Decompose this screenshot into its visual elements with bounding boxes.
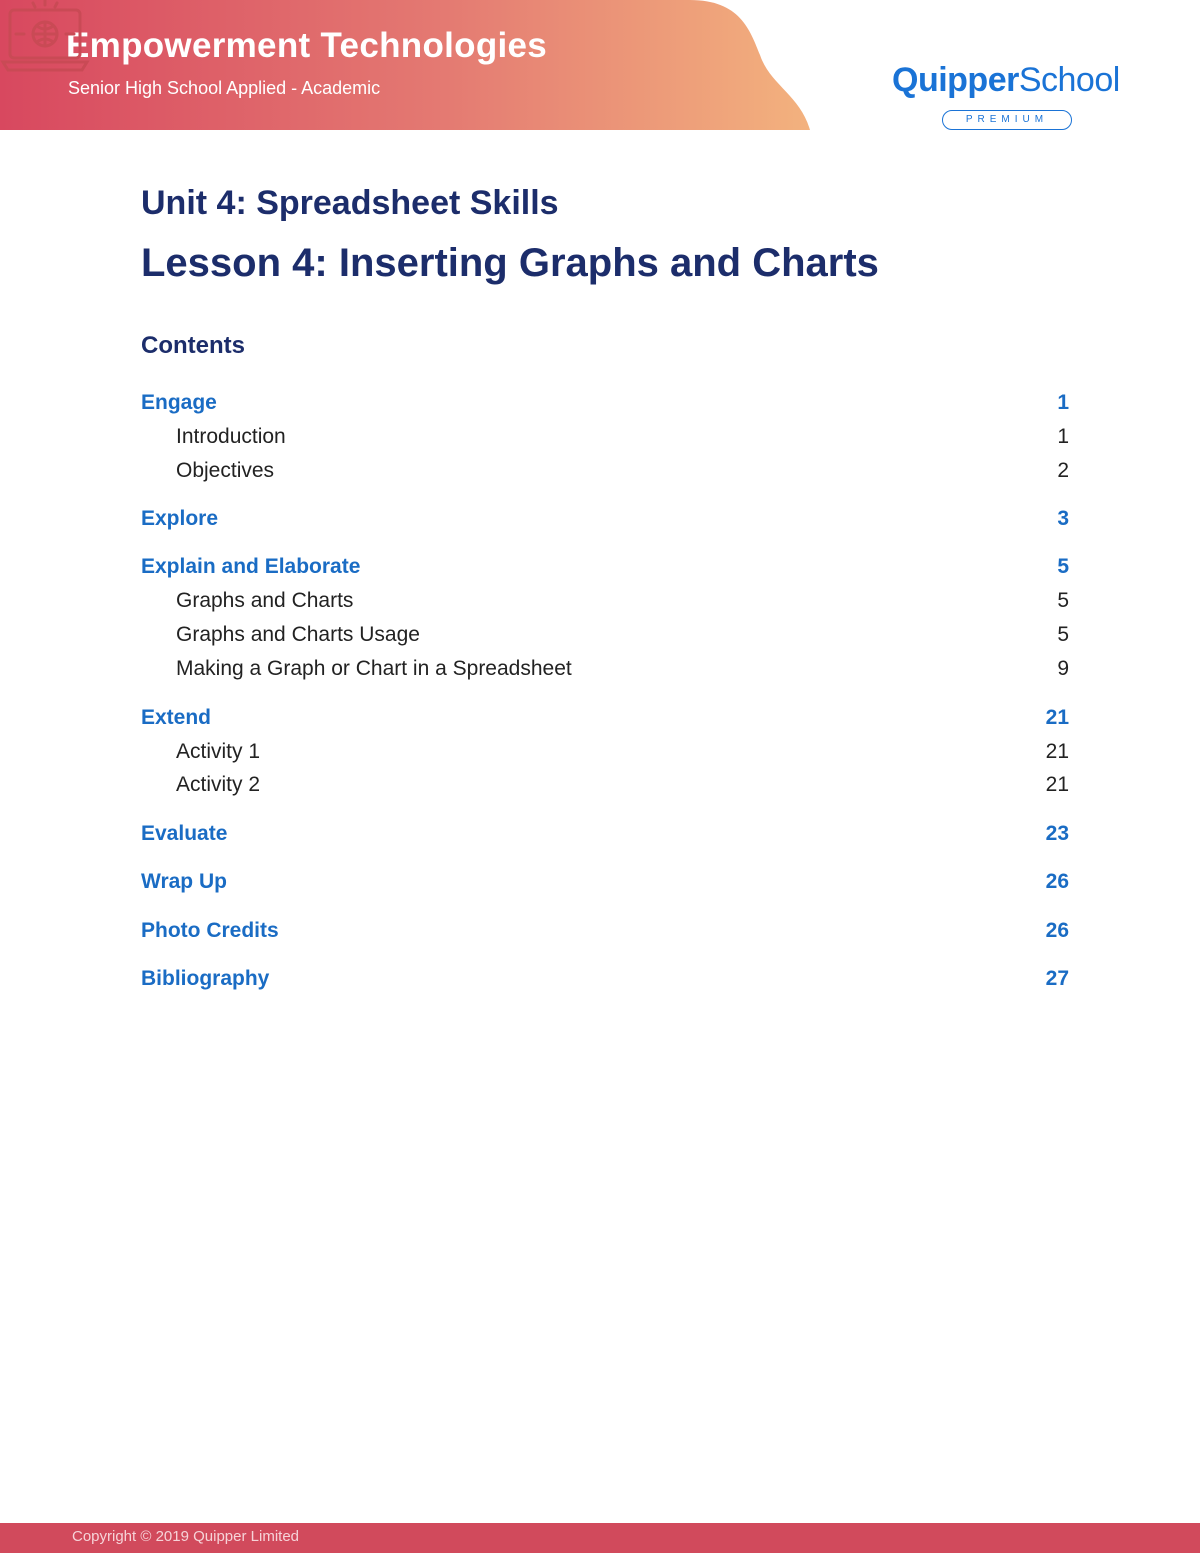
brand-wordmark [892,60,1132,100]
quipper-school-logo [892,60,1132,140]
toc-page: 26 [1045,870,1069,893]
toc-entry-graphs-and-charts-usage[interactable] [141,621,1069,649]
toc-entry-activity-2[interactable] [141,771,1069,799]
toc-entry-wrap-up[interactable] [141,868,1069,896]
toc-label: Activity 1 [176,740,261,763]
toc-entry-graphs-and-charts[interactable] [141,587,1069,615]
toc-label: Introduction [176,425,286,448]
toc-label: Graphs and Charts [176,589,354,612]
toc-entry-bibliography[interactable] [141,965,1069,993]
toc-page: 21 [1045,706,1069,729]
toc-page: 2 [1057,459,1069,482]
toc-page: 5 [1057,623,1069,646]
course-subtitle: Senior High School Applied - Academic [68,78,381,98]
toc-label: Explain and Elaborate [141,555,361,578]
toc-page: 5 [1057,555,1069,578]
toc-entry-introduction[interactable] [141,423,1069,451]
toc-label: Bibliography [141,967,270,990]
toc-entry-extend[interactable] [141,704,1069,732]
toc-label: Explore [141,507,219,530]
toc-label: Wrap Up [141,870,227,893]
course-title: Empowerment Technologies [66,26,548,65]
toc-label: Activity 2 [176,773,261,796]
toc-entry-photo-credits[interactable] [141,917,1069,945]
brand-name-school: School [1018,61,1120,99]
toc-page: 21 [1045,773,1069,796]
toc-label: Making a Graph or Chart in a Spreadsheet [176,657,572,680]
toc-page: 5 [1057,589,1069,612]
toc-page: 27 [1045,967,1069,990]
footer-bar [0,1523,1200,1553]
toc-page: 21 [1045,740,1069,763]
toc-page: 26 [1045,919,1069,942]
laptop-globe-icon [0,0,90,74]
premium-badge: PREMIUM [942,110,1072,130]
toc-page: 1 [1057,425,1069,448]
toc-entry-engage[interactable] [141,389,1069,417]
header-banner [0,0,820,130]
toc-entry-objectives[interactable] [141,457,1069,485]
unit-title: Unit 4: Spreadsheet Skills [141,184,559,222]
toc-page: 1 [1057,391,1069,414]
toc-page: 3 [1057,507,1069,530]
toc-label: Evaluate [141,822,228,845]
toc-label: Engage [141,391,217,414]
toc-label: Extend [141,706,212,729]
toc-entry-explore[interactable] [141,505,1069,533]
toc-entry-making-a-graph[interactable] [141,655,1069,683]
toc-label: Graphs and Charts Usage [176,623,420,646]
toc-page: 23 [1045,822,1069,845]
toc-label: Objectives [176,459,275,482]
toc-entry-explain-and-elaborate[interactable] [141,553,1069,581]
toc-entry-activity-1[interactable] [141,738,1069,766]
lesson-title: Lesson 4: Inserting Graphs and Charts [141,241,879,285]
copyright-text: Copyright © 2019 Quipper Limited [72,1528,300,1545]
toc-entry-evaluate[interactable] [141,820,1069,848]
brand-name-quipper: Quipper [892,61,1019,99]
contents-heading: Contents [141,332,245,359]
toc-page: 9 [1057,657,1069,680]
toc-label: Photo Credits [141,919,279,942]
